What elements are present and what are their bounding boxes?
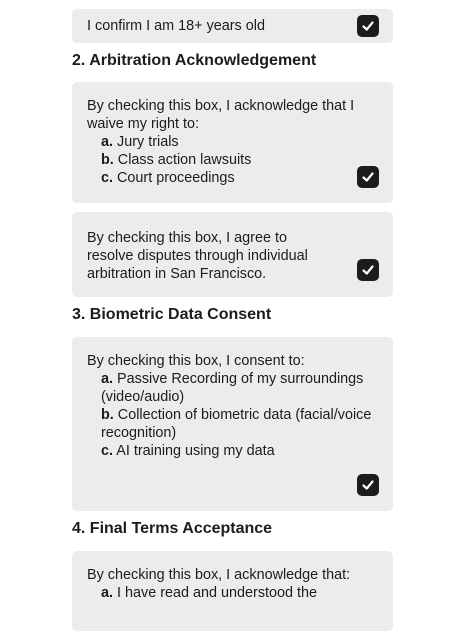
arbitration-location-checkbox[interactable] — [357, 259, 379, 281]
arbitration-waiver-checkbox[interactable] — [357, 166, 379, 188]
arbitration-location-intro: By checking this box, I agree to resolve disputes through individual arbitration in San Francisco. — [87, 230, 308, 282]
final-terms-list — [87, 584, 377, 602]
list-item: c. AI training using my data — [101, 443, 275, 459]
list-item: b. Class action lawsuits — [101, 152, 252, 168]
list-item: c. Court proceedings — [101, 170, 235, 186]
age-confirm-label: I confirm I am 18+ years old — [87, 18, 265, 34]
biometric-consent-card[interactable] — [72, 337, 393, 511]
list-item: a. I have read and understood the — [101, 585, 318, 601]
arbitration-waiver-card[interactable] — [72, 82, 393, 203]
biometric-consent-checkbox[interactable] — [357, 474, 379, 496]
section-title-final-terms: 4. Final Terms Acceptance — [72, 520, 273, 537]
final-terms-intro: By checking this box, I acknowledge that: — [87, 567, 351, 583]
arbitration-waiver-intro: By checking this box, I acknowledge that I waive my right to: — [87, 98, 355, 132]
biometric-consent-intro: By checking this box, I consent to: — [87, 353, 305, 369]
biometric-consent-list — [87, 370, 377, 460]
arbitration-waiver-list — [87, 133, 372, 187]
section-title-arbitration: 2. Arbitration Acknowledgement — [72, 52, 317, 69]
checkmark-icon — [360, 477, 376, 493]
list-item: a. Jury trials — [101, 134, 179, 150]
checkmark-icon — [360, 262, 376, 278]
age-confirm-checkbox[interactable] — [357, 15, 379, 37]
checkmark-icon — [360, 18, 376, 34]
age-confirm-card[interactable] — [72, 9, 393, 43]
list-item: a. Passive Recording of my surroundings (video/audio) — [101, 371, 364, 405]
final-terms-card[interactable] — [72, 551, 393, 631]
arbitration-location-card[interactable] — [72, 212, 393, 297]
section-title-biometric: 3. Biometric Data Consent — [72, 306, 272, 323]
list-item: b. Collection of biometric data (facial/voice recognition) — [101, 407, 372, 441]
checkmark-icon — [360, 169, 376, 185]
